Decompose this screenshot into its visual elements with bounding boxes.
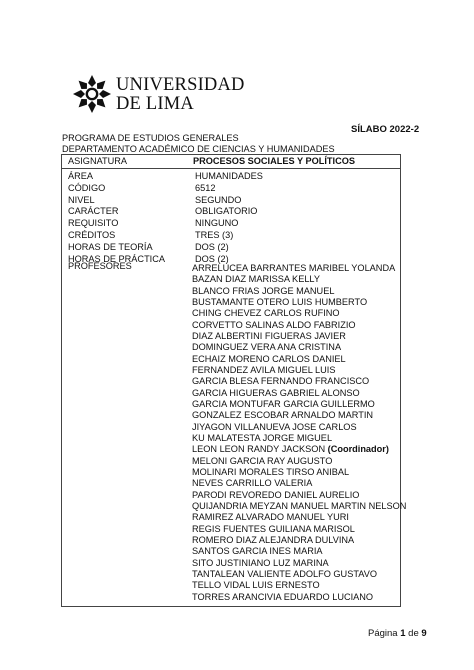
- professor-name: GARCIA HIGUERAS GABRIEL ALONSO: [192, 387, 360, 398]
- field-value: NINGUNO: [195, 218, 239, 229]
- professor-name: REGIS FUENTES GUILIANA MARISOL: [192, 523, 355, 534]
- professor-item: [192, 320, 356, 330]
- field-label: NIVEL: [68, 194, 95, 205]
- course-name: PROCESOS SOCIALES Y POLÍTICOS: [193, 156, 356, 166]
- professor-item: [192, 512, 349, 522]
- professor-item: [192, 478, 312, 488]
- professor-item: [192, 524, 355, 534]
- professor-item: [192, 444, 389, 454]
- professor-name: KU MALATESTA JORGE MIGUEL: [192, 432, 333, 443]
- professor-name: GARCIA MONTUFAR GARCIA GUILLERMO: [192, 398, 375, 409]
- field-label: HORAS DE TEORÍA: [68, 241, 153, 252]
- university-name: [116, 76, 245, 114]
- professor-name: CORVETTO SALINAS ALDO FABRIZIO: [192, 319, 356, 330]
- professor-name: TELLO VIDAL LUIS ERNESTO: [192, 580, 320, 591]
- program-block: [62, 133, 335, 155]
- professor-item: [192, 342, 341, 352]
- university-name-line2: DE LIMA: [116, 94, 194, 114]
- course-info-box: [61, 154, 407, 607]
- page-number: [368, 628, 427, 639]
- professor-item: [192, 263, 395, 273]
- professor-item: [192, 422, 357, 432]
- professor-name: ROMERO DIAZ ALEJANDRA DULVINA: [192, 534, 355, 545]
- professor-item: [192, 592, 373, 602]
- professor-name: FERNANDEZ AVILA MIGUEL LUIS: [192, 364, 336, 375]
- professor-name: BUSTAMANTE OTERO LUIS HUMBERTO: [192, 296, 368, 307]
- professor-item: [192, 376, 369, 386]
- program-name: PROGRAMA DE ESTUDIOS GENERALES: [62, 133, 239, 143]
- professor-name: QUIJANDRIA MEYZAN MANUEL MARTIN NELSON: [192, 500, 407, 511]
- professor-name: BAZAN DIAZ MARISSA KELLY: [192, 274, 320, 285]
- professor-name: GARCIA BLESA FERNANDO FRANCISCO: [192, 376, 370, 387]
- professor-name: MOLINARI MORALES TIRSO ANIBAL: [192, 466, 350, 477]
- field-value: TRES (3): [195, 230, 234, 240]
- professor-name: GONZALEZ ESCOBAR ARNALDO MARTIN: [192, 410, 374, 421]
- professors-label: PROFESORES: [68, 261, 132, 271]
- professor-item: [192, 297, 367, 307]
- field-value: HUMANIDADES: [195, 171, 263, 181]
- professor-name: SANTOS GARCIA INES MARIA: [192, 546, 323, 557]
- coordinator-note: (Coordinador): [327, 444, 389, 455]
- professor-item: [192, 580, 320, 590]
- professor-name: TANTALEAN VALIENTE ADOLFO GUSTAVO: [192, 568, 377, 579]
- page-word: Página: [368, 628, 398, 639]
- professor-name: CHING CHEVEZ CARLOS RUFINO: [192, 308, 340, 319]
- field-value: DOS (2): [195, 253, 229, 264]
- field-value: 6512: [195, 182, 216, 193]
- field-label: CRÉDITOS: [68, 230, 116, 240]
- professor-item: [192, 274, 320, 284]
- silabo-title: SÍLABO 2022-2: [351, 124, 420, 135]
- professor-item: [192, 399, 375, 409]
- professor-item: [192, 410, 373, 420]
- field-value: OBLIGATORIO: [195, 206, 258, 217]
- field-value: DOS (2): [195, 241, 229, 252]
- professor-name: TORRES ARANCIVIA EDUARDO LUCIANO: [192, 591, 374, 602]
- field-value: SEGUNDO: [195, 194, 242, 205]
- professor-name: BLANCO FRIAS JORGE MANUEL: [192, 285, 335, 296]
- professor-item: [192, 558, 329, 568]
- professor-item: [192, 467, 349, 477]
- field-label: HORAS DE PRÁCTICA: [68, 253, 165, 264]
- professor-name: RAMIREZ ALVARADO MANUEL YURI: [192, 512, 349, 523]
- professor-name: ARRELUCEA BARRANTES MARIBEL YOLANDA: [192, 263, 396, 273]
- professor-item: [192, 388, 360, 398]
- field-label: ÁREA: [68, 171, 94, 181]
- professor-name: PARODI REVOREDO DANIEL AURELIO: [192, 489, 360, 500]
- professor-item: [192, 535, 354, 545]
- professor-name: JIYAGON VILLANUEVA JOSE CARLOS: [192, 421, 357, 432]
- professor-item: [192, 354, 346, 364]
- department-name: DEPARTAMENTO ACADÉMICO DE CIENCIAS Y HUMANIDADES: [62, 144, 335, 154]
- field-label: REQUISITO: [68, 218, 119, 229]
- professor-name: ECHAIZ MORENO CARLOS DANIEL: [192, 353, 346, 364]
- professor-item: [192, 569, 377, 579]
- professor-name: DIAZ ALBERTINI FIGUERAS JAVIER: [192, 330, 346, 341]
- professor-name: SITO JUSTINIANO LUZ MARINA: [192, 557, 329, 568]
- page-total: 9: [421, 628, 427, 639]
- professor-item: [192, 501, 406, 511]
- professor-item: [192, 308, 340, 318]
- field-label: CARÁCTER: [68, 206, 119, 217]
- page-current: 1: [400, 628, 406, 639]
- universidad-de-lima-logo-icon: [72, 74, 112, 114]
- page-of-word: de: [408, 628, 419, 639]
- professor-item: [192, 286, 334, 296]
- university-name-line1: UNIVERSIDAD: [116, 75, 245, 95]
- course-header-row: [62, 155, 400, 169]
- professor-item: [192, 433, 332, 443]
- field-label: CÓDIGO: [68, 182, 106, 193]
- course-label: ASIGNATURA: [68, 156, 128, 166]
- professor-name: LEON LEON RANDY JACKSON: [192, 444, 326, 455]
- professor-name: MELONI GARCIA RAY AUGUSTO: [192, 455, 333, 466]
- professor-name: NEVES CARRILLO VALERIA: [192, 478, 313, 489]
- professor-name: DOMINGUEZ VERA ANA CRISTINA: [192, 342, 342, 353]
- professor-item: [192, 456, 332, 466]
- professor-item: [192, 490, 359, 500]
- professor-item: [192, 331, 346, 341]
- professor-item: [192, 546, 323, 556]
- professor-item: [192, 365, 335, 375]
